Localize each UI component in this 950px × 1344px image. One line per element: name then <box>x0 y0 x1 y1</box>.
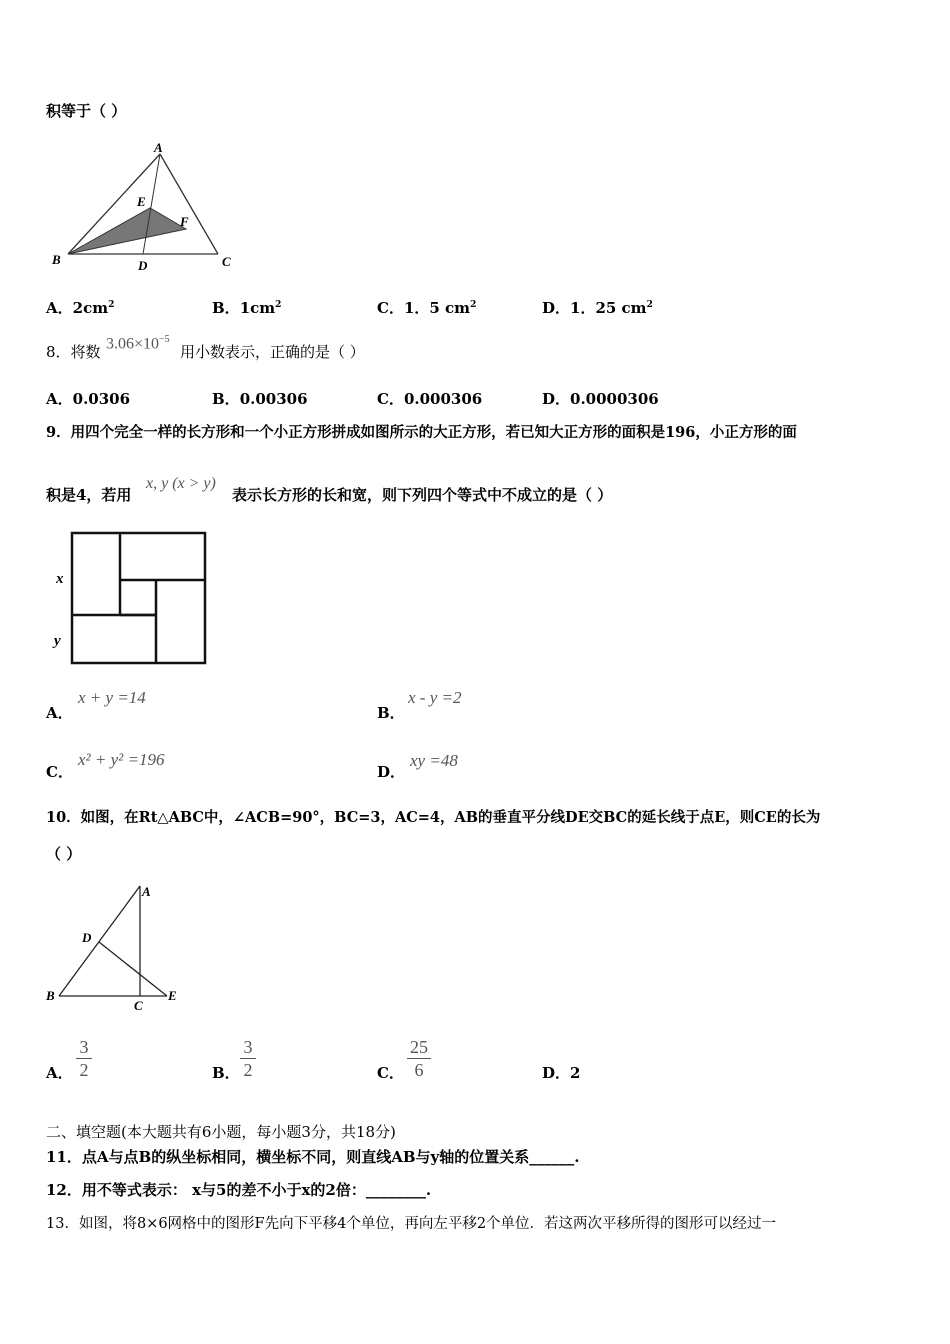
label-A: A <box>142 884 151 899</box>
q10-line1: 10．如图，在Rt△ABC中，∠ACB=90°，BC=3，AC=4，AB的垂直平分线DE交BC的延长线于点E，则CE的长为 <box>46 809 821 826</box>
label-C: C <box>222 254 231 269</box>
q9-option-d-key: D． <box>377 763 406 781</box>
label-E: E <box>168 988 177 1003</box>
q7-option-c: C．1．5 $cm^2$ <box>377 299 477 317</box>
label-C: C <box>134 998 143 1013</box>
q9-option-d-expr: xy =48 <box>410 751 458 770</box>
q9-line2-expression: x, y (x > y) <box>146 475 216 492</box>
q10-option-a-fraction: 3 2 <box>76 1037 92 1080</box>
section2-heading: 二、填空题(本大题共有6小题，每小题3分，共18分) <box>46 1123 396 1141</box>
label-A: A <box>154 140 163 155</box>
q10-option-c-key: C． <box>377 1064 404 1082</box>
label-F: F <box>180 214 189 229</box>
label-y: y <box>54 633 61 649</box>
q8-suffix: 用小数表示，正确的是（ ） <box>180 343 365 361</box>
q10-option-a-key: A． <box>46 1064 73 1082</box>
q7-triangle-figure <box>46 140 246 275</box>
q10-option-d: D．2 <box>542 1064 581 1082</box>
q8-prefix: 8．将数 <box>46 343 101 361</box>
q9-option-c-key: C． <box>46 763 73 781</box>
q9-option-b-key: B． <box>377 704 405 722</box>
q9-option-b-expr: x - y =2 <box>408 688 462 707</box>
label-E: E <box>137 194 146 209</box>
q8-expression: $3.06\times 10^{-5}$ <box>106 334 170 353</box>
q7-option-a: A．$2cm^2$ <box>46 299 115 317</box>
q8-option-c: C．0.000306 <box>377 390 483 408</box>
label-D: D <box>138 258 148 273</box>
label-D: D <box>82 930 92 945</box>
q7-option-b: B．$1cm^2$ <box>212 299 282 317</box>
label-B: B <box>46 988 55 1003</box>
q7-stem-tail: 积等于（ ） <box>46 102 127 120</box>
q10-line2: （ ） <box>46 845 82 863</box>
q13-text: 13．如图，将8×6网格中的图形F先向下平移4个单位，再向左平移2个单位．若这两次平移所得的图形可以经过一 <box>46 1216 777 1232</box>
q11-text: 11．点A与点B的纵坐标相同，横坐标不同，则直线AB与y轴的位置关系______. <box>46 1148 580 1166</box>
q10-triangle-figure <box>44 878 194 1018</box>
label-B: B <box>52 252 61 267</box>
q9-line2-suffix: 表示长方形的长和宽，则下列四个等式中不成立的是（ ） <box>232 486 613 504</box>
q9-option-c-expr: x² + y² =196 <box>78 750 165 769</box>
q9-option-a-key: A． <box>46 704 73 722</box>
q10-option-c-fraction: 25 6 <box>407 1037 431 1080</box>
q12-text: 12．用不等式表示： x与5的差不小于x的2倍：________. <box>46 1181 432 1199</box>
q9-line2-prefix: 积是4，若用 <box>46 486 132 504</box>
q10-option-b-key: B． <box>212 1064 240 1082</box>
q8-option-a: A．0.0306 <box>46 390 131 408</box>
label-x: x <box>56 571 64 587</box>
q10-option-b-fraction: 3 2 <box>240 1037 256 1080</box>
q9-option-a-expr: x + y =14 <box>78 688 146 707</box>
q9-line1: 9．用四个完全一样的长方形和一个小正方形拼成如图所示的大正方形，若已知大正方形的面积是196，小正方形的面 <box>46 424 797 441</box>
shaded-triangle-bef <box>68 208 186 254</box>
q8-option-b: B．0.00306 <box>212 390 308 408</box>
q7-option-d: D．1．25 $cm^2$ <box>542 299 653 317</box>
q8-option-d: D．0.0000306 <box>542 390 659 408</box>
q9-square-figure <box>46 525 216 670</box>
